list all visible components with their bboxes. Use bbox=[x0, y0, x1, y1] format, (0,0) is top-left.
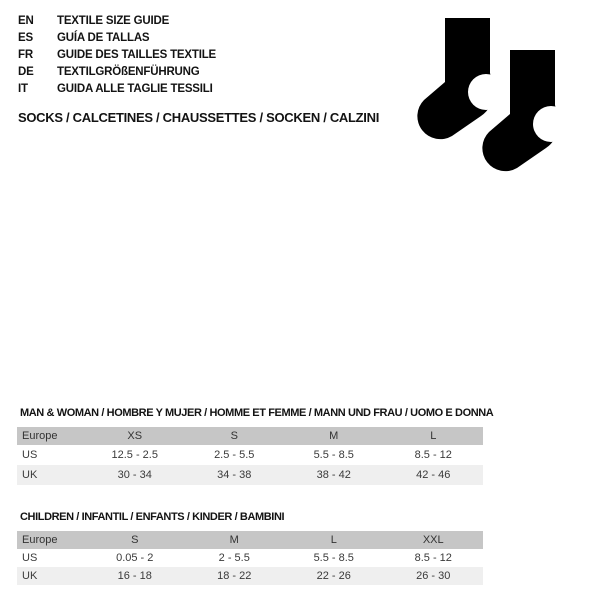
size-cell: 34 - 38 bbox=[217, 469, 252, 481]
sock-front-icon bbox=[482, 50, 569, 171]
size-table-children bbox=[17, 511, 483, 585]
row-label: UK bbox=[22, 570, 38, 582]
language-row-it bbox=[18, 81, 216, 98]
language-label: GUIDE DES TAILLES TEXTILE bbox=[57, 49, 216, 61]
language-row-es bbox=[18, 30, 216, 47]
column-header-size: L bbox=[284, 531, 384, 549]
table-row-uk bbox=[17, 567, 483, 585]
size-table-man-woman bbox=[17, 407, 494, 485]
size-cell: 2 - 5.5 bbox=[218, 552, 250, 564]
table-header-row bbox=[17, 427, 483, 445]
language-code: DE bbox=[18, 66, 34, 78]
table-header-row bbox=[17, 531, 483, 549]
table-row-uk bbox=[17, 465, 483, 485]
size-cell: 42 - 46 bbox=[416, 469, 451, 481]
size-cell: 26 - 30 bbox=[416, 570, 451, 582]
column-header-size: XS bbox=[85, 427, 185, 445]
column-header-size: XXL bbox=[384, 531, 484, 549]
language-row-de bbox=[18, 64, 216, 81]
children-table bbox=[17, 531, 483, 585]
language-label: TEXTILGRÖßENFÜHRUNG bbox=[57, 66, 200, 78]
column-header-region: Europe bbox=[17, 427, 85, 445]
category-line: SOCKS / CALCETINES / CHAUSSETTES / SOCKEN / CALZINI bbox=[18, 110, 380, 125]
language-list bbox=[18, 13, 216, 98]
size-cell: 16 - 18 bbox=[117, 570, 152, 582]
language-row-fr bbox=[18, 47, 216, 64]
size-cell: 12.5 - 2.5 bbox=[111, 449, 158, 461]
table-title: CHILDREN / INFANTIL / ENFANTS / KINDER / BAMBINI bbox=[20, 511, 285, 523]
language-label: TEXTILE SIZE GUIDE bbox=[57, 15, 170, 27]
language-code: ES bbox=[18, 32, 33, 44]
column-header-size: M bbox=[185, 531, 285, 549]
size-cell: 30 - 34 bbox=[117, 469, 152, 481]
language-code: EN bbox=[18, 15, 34, 27]
row-label: UK bbox=[22, 469, 38, 481]
table-row-us bbox=[17, 549, 483, 567]
language-label: GUÍA DE TALLAS bbox=[57, 32, 150, 44]
size-cell: 8.5 - 12 bbox=[414, 449, 452, 461]
size-cell: 5.5 - 8.5 bbox=[313, 449, 354, 461]
column-header-size: S bbox=[185, 427, 285, 445]
table-title: MAN & WOMAN / HOMBRE Y MUJER / HOMME ET FEMME / MANN UND FRAU / UOMO E DONNA bbox=[20, 407, 494, 419]
language-label: GUIDA ALLE TAGLIE TESSILI bbox=[57, 83, 213, 95]
column-header-region: Europe bbox=[17, 531, 85, 549]
size-cell: 38 - 42 bbox=[316, 469, 351, 481]
size-cell: 8.5 - 12 bbox=[414, 552, 452, 564]
size-cell: 0.05 - 2 bbox=[116, 552, 154, 564]
language-code: FR bbox=[18, 49, 33, 61]
column-header-size: M bbox=[284, 427, 384, 445]
language-code: IT bbox=[18, 83, 28, 95]
table-row-us bbox=[17, 445, 483, 465]
size-cell: 18 - 22 bbox=[217, 570, 252, 582]
man-woman-table bbox=[17, 427, 483, 485]
size-cell: 22 - 26 bbox=[316, 570, 351, 582]
language-row-en bbox=[18, 13, 216, 30]
size-cell: 5.5 - 8.5 bbox=[313, 552, 354, 564]
row-label: US bbox=[22, 449, 38, 461]
column-header-size: L bbox=[384, 427, 484, 445]
sock-back-icon bbox=[417, 18, 504, 139]
size-cell: 2.5 - 5.5 bbox=[214, 449, 255, 461]
row-label: US bbox=[22, 552, 38, 564]
socks-icon bbox=[413, 18, 569, 174]
column-header-size: S bbox=[85, 531, 185, 549]
